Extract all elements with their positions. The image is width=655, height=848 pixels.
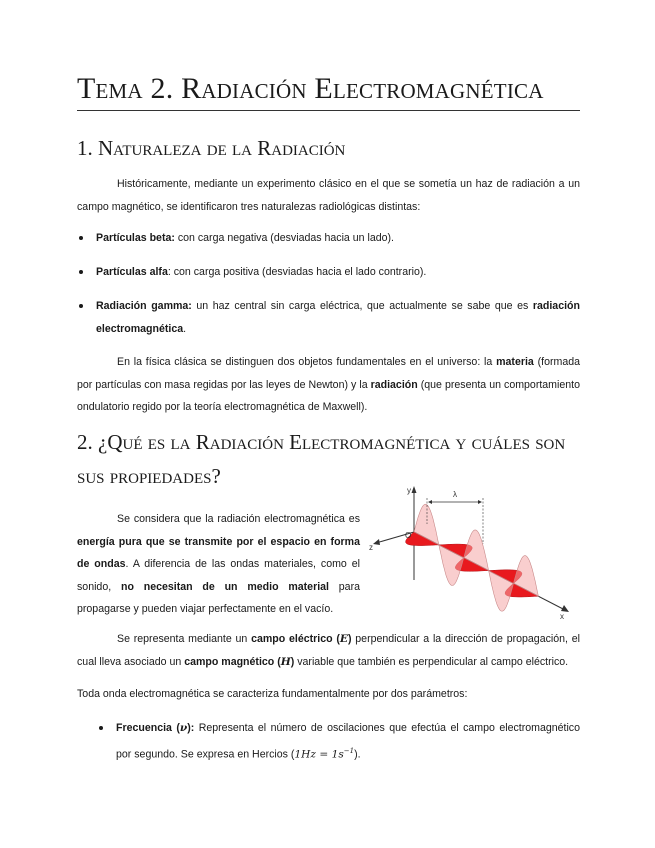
p2-bold-materia: materia (496, 356, 534, 368)
term-frecuencia: Frecuencia ( (116, 722, 180, 734)
formula-exponent: −1 (343, 746, 355, 755)
s2p1-text-1: Se considera que la radiación electromagnética es (117, 513, 360, 525)
s2p2-text-1: Se representa mediante un (117, 633, 252, 645)
s2p1-text-2: . A diferencia de las ondas materiales, como el sonido, (77, 558, 360, 593)
section-1-paragraph-2 (77, 351, 580, 419)
x-label: x (560, 612, 564, 620)
document-title: Tema 2. Radiación Electromagnética (77, 72, 580, 111)
term-em-radiation: radiación electromagnética (96, 300, 580, 335)
section-1-heading: 1. Naturaleza de la Radiación (77, 136, 346, 160)
section-2-heading-line-1: 2. ¿Qué es la Radiación Electromagnética y cuáles son (77, 430, 566, 454)
s2p2-text-3: variable que también es perpendicular al campo eléctrico. (294, 655, 569, 668)
y-axis-arrow (412, 486, 417, 493)
formula-hz: 1Hz = 1s (294, 748, 344, 761)
symbol-h: H (280, 655, 291, 668)
section-1-intro: Históricamente, mediante un experimento clásico en el que se sometía un haz de radiación a un campo magnético, se identificaron tres naturalezas radiológicas distintas: (77, 178, 580, 213)
s2p2-text-2: perpendicular a la dirección de propagación, el cual lleva asociado un (77, 633, 580, 668)
section-2-paragraph-2 (77, 628, 580, 673)
s2p1-text-3: para propagarse y pueden viajar perfectamente en el vacío. (77, 580, 360, 616)
s2p2-bold-magnetic-end: ) (290, 655, 295, 668)
section-2-paragraph-1 (77, 508, 360, 621)
p2-text-2: (formada por partículas con masa regidas por las leyes de Newton) y la (77, 356, 580, 391)
list-item-gamma (77, 295, 580, 340)
section-2-paragraph-3: Toda onda electromagnética se caracteriza fundamentalmente por dos parámetros: (77, 688, 468, 700)
wavelength-arrow-head-right (478, 500, 482, 504)
z-label: z (369, 543, 373, 552)
text-gamma-end: . (183, 322, 187, 335)
s2p1-bold-energia: energía pura que se transmite por el espacio en forma de ondas (77, 535, 360, 571)
y-label: y (407, 486, 411, 495)
p2-bold-radiacion: radiación (370, 378, 418, 391)
origin-label: O (405, 531, 412, 540)
text-beta: con carga negativa (desviadas hacia un lado). (174, 232, 394, 244)
term-alfa: Partículas alfa (96, 266, 168, 278)
s2p2-bold-magnetic: campo magnético ( (184, 655, 281, 668)
wavelength-arrow-head-left (428, 500, 432, 504)
s2p2-bold-electric: campo eléctrico ( (251, 633, 340, 645)
p2-text-1: En la física clásica se distinguen dos objetos fundamentales en el universo: la (117, 356, 497, 368)
text-alfa: : con carga positiva (desviadas hacia el lado contrario). (167, 266, 427, 278)
s2p1-bold-medio: no necesitan de un medio material (120, 580, 329, 593)
text-frecuencia-end: ). (354, 748, 361, 761)
em-wave-figure (367, 484, 577, 620)
list-item-alfa (77, 261, 580, 284)
text-gamma: un haz central sin carga eléctrica, que actualmente se sabe que es (191, 300, 533, 312)
bullet-list-2 (77, 261, 580, 284)
list-item-beta (77, 227, 580, 250)
s2p2-bold-electric-end: ) (347, 633, 352, 645)
term-gamma: Radiación gamma: (96, 300, 192, 312)
list-item-frecuencia (97, 717, 580, 766)
text-frecuencia: Representa el número de oscilaciones que efectúa el campo electromagnético por segundo. Se expresa en Hercios ( (116, 722, 580, 761)
p2-text-3: (que presenta un comportamiento ondulatorio regido por la teoría electromagnética de Maxwell). (77, 378, 580, 414)
symbol-nu: ν (179, 722, 188, 734)
term-frecuencia-end: ): (187, 722, 195, 734)
term-beta: Partículas beta: (96, 232, 175, 244)
symbol-e: E (339, 633, 348, 645)
z-axis-arrow (373, 539, 380, 545)
section-2-heading-line-2: sus propiedades? (77, 464, 221, 488)
lambda-label: λ (453, 490, 457, 499)
bullet-list-1 (77, 227, 580, 250)
bullet-list-frecuencia (97, 717, 580, 766)
bullet-list-3 (77, 295, 580, 340)
